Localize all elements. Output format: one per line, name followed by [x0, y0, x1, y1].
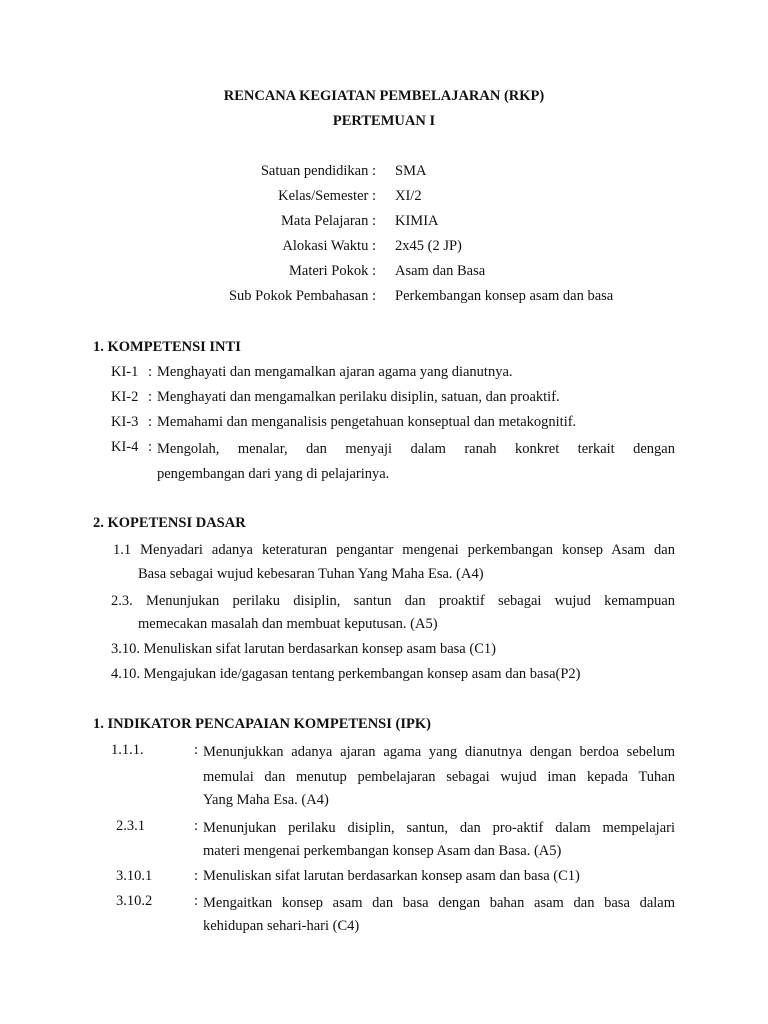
ipk-code: 3.10.2 — [116, 893, 153, 909]
ipk-text: kehidupan sehari-hari (C4) — [203, 918, 360, 934]
section-heading-kd: 2. KOPETENSI DASAR — [93, 515, 246, 531]
identity-value: Perkembangan konsep asam dan basa — [395, 288, 614, 304]
ipk-code: 2.3.1 — [116, 818, 145, 834]
kd-item-line-continued: Basa sebagai wujud kebesaran Tuhan Yang Maha Esa. (A4) — [138, 566, 484, 582]
identity-value: XI/2 — [395, 188, 422, 204]
ipk-separator: : — [194, 742, 199, 758]
ki-text: Memahami dan menganalisis pengetahuan konseptual dan metakognitif. — [157, 414, 577, 430]
ki-code: KI-1 — [111, 364, 139, 380]
ipk-text: Menunjukkan adanya ajaran agama yang dianutnya dengan berdoa sebelum — [203, 744, 675, 760]
ki-text: Mengolah, menalar, dan menyaji dalam ranah konkret terkait dengan — [157, 441, 675, 457]
identity-value: KIMIA — [395, 213, 439, 229]
document-title: RENCANA KEGIATAN PEMBELAJARAN (RKP) — [223, 88, 545, 104]
kd-item-line: 1.1 Menyadari adanya keteraturan pengantar mengenai perkembangan konsep Asam dan — [113, 542, 675, 558]
ipk-text: memulai dan menutup pembelajaran sebagai wujud iman kepada Tuhan — [203, 769, 675, 785]
identity-value: Asam dan Basa — [395, 263, 486, 279]
ki-text-continued: pengembangan dari yang di pelajarinya. — [157, 466, 390, 482]
section-heading-ki: 1. KOMPETENSI INTI — [93, 339, 241, 355]
kd-item-line: 3.10. Menuliskan sifat larutan berdasarkan konsep asam basa (C1) — [111, 641, 496, 657]
section-heading-ipk: 1. INDIKATOR PENCAPAIAN KOMPETENSI (IPK) — [93, 716, 431, 732]
ipk-separator: : — [194, 893, 199, 909]
identity-value: 2x45 (2 JP) — [395, 238, 462, 254]
identity-label: Mata Pelajaran : — [280, 213, 376, 229]
document-subtitle: PERTEMUAN I — [332, 113, 436, 129]
ipk-text: Menuliskan sifat larutan berdasarkan konsep asam dan basa (C1) — [203, 868, 580, 884]
ipk-text: Mengaitkan konsep asam dan basa dengan bahan asam dan basa dalam — [203, 895, 675, 911]
ki-code: KI-2 — [111, 389, 139, 405]
ki-code: KI-4 — [111, 439, 139, 455]
ipk-text: Yang Maha Esa. (A4) — [203, 792, 329, 808]
ki-text: Menghayati dan mengamalkan ajaran agama yang dianutnya. — [157, 364, 513, 380]
ipk-text: Menunjukan perilaku disiplin, santun, dan pro-aktif dalam mempelajari — [203, 820, 675, 836]
ipk-code: 1.1.1. — [111, 742, 144, 758]
ipk-separator: : — [194, 868, 199, 884]
identity-label: Alokasi Waktu : — [282, 238, 376, 254]
ki-separator: : — [148, 439, 153, 455]
identity-label: Satuan pendidikan : — [260, 163, 376, 179]
identity-label: Kelas/Semester : — [278, 188, 376, 204]
ki-separator: : — [148, 414, 153, 430]
ki-separator: : — [148, 389, 153, 405]
identity-label: Materi Pokok : — [289, 263, 376, 279]
ki-text: Menghayati dan mengamalkan perilaku disiplin, satuan, dan proaktif. — [157, 389, 560, 405]
identity-value: SMA — [395, 163, 427, 179]
ipk-separator: : — [194, 818, 199, 834]
kd-item-line: 2.3. Menunjukan perilaku disiplin, santun dan proaktif sebagai wujud kemampuan — [111, 593, 675, 609]
kd-item-line-continued: memecakan masalah dan membuat keputusan. (A5) — [138, 616, 438, 632]
kd-item-line: 4.10. Mengajukan ide/gagasan tentang perkembangan konsep asam dan basa(P2) — [111, 666, 581, 682]
ki-code: KI-3 — [111, 414, 139, 430]
ipk-code: 3.10.1 — [116, 868, 153, 884]
identity-label: Sub Pokok Pembahasan : — [228, 288, 376, 304]
ki-separator: : — [148, 364, 153, 380]
ipk-text: materi mengenai perkembangan konsep Asam dan Basa. (A5) — [203, 843, 562, 859]
